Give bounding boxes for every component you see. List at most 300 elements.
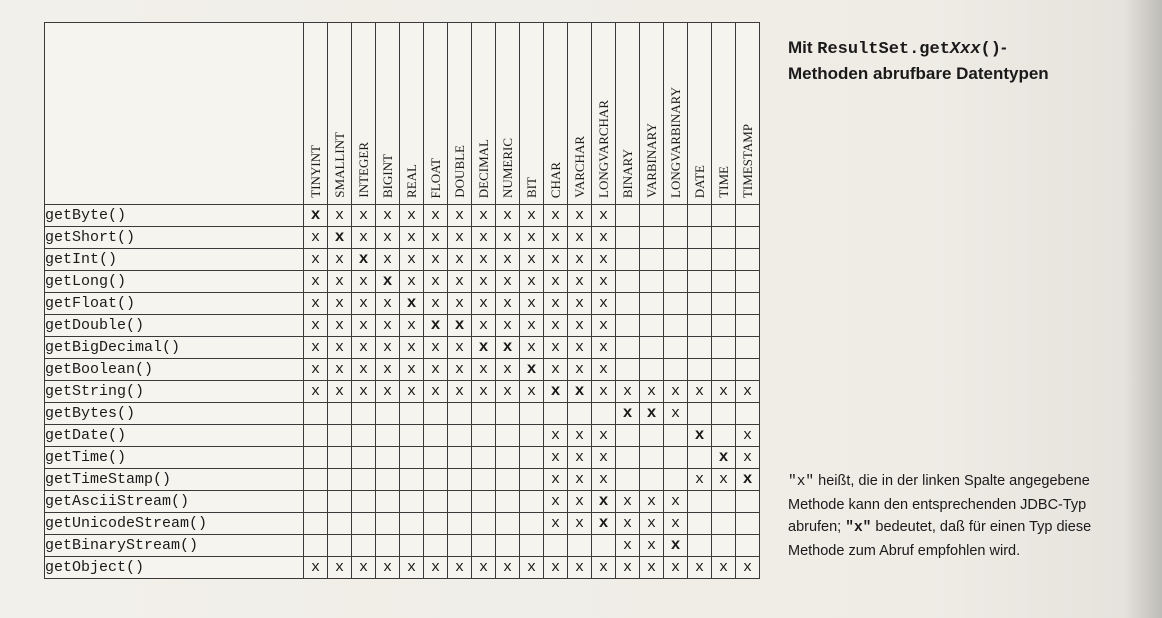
empty-cell — [448, 513, 472, 535]
supported-mark: x — [640, 491, 664, 513]
supported-mark: x — [520, 249, 544, 271]
column-header-float — [424, 23, 448, 205]
column-header-label: BINARY — [619, 148, 635, 198]
empty-cell — [736, 403, 760, 425]
empty-cell — [400, 469, 424, 491]
supported-mark: x — [640, 513, 664, 535]
empty-cell — [688, 249, 712, 271]
supported-mark: x — [568, 249, 592, 271]
table-row — [45, 381, 760, 403]
supported-mark: x — [568, 425, 592, 447]
empty-cell — [376, 491, 400, 513]
supported-mark: x — [664, 513, 688, 535]
supported-mark: x — [568, 227, 592, 249]
supported-mark: x — [448, 381, 472, 403]
empty-cell — [352, 469, 376, 491]
column-header-label: CHAR — [547, 161, 563, 198]
supported-mark: x — [376, 227, 400, 249]
empty-cell — [736, 491, 760, 513]
caption-code-obj: ResultSet — [817, 40, 910, 59]
recommended-mark: x — [352, 249, 376, 271]
empty-cell — [568, 403, 592, 425]
supported-mark: x — [352, 293, 376, 315]
empty-cell — [688, 403, 712, 425]
supported-mark: x — [544, 227, 568, 249]
recommended-mark: x — [328, 227, 352, 249]
supported-mark: x — [616, 557, 640, 579]
recommended-mark: x — [448, 315, 472, 337]
empty-cell — [736, 359, 760, 381]
supported-mark: x — [592, 293, 616, 315]
supported-mark: x — [520, 271, 544, 293]
supported-mark: x — [640, 557, 664, 579]
empty-cell — [496, 403, 520, 425]
supported-mark: x — [592, 447, 616, 469]
supported-mark: x — [592, 205, 616, 227]
supported-mark: x — [352, 381, 376, 403]
caption-title — [788, 36, 1148, 86]
empty-cell — [664, 469, 688, 491]
supported-mark: x — [592, 227, 616, 249]
empty-cell — [376, 535, 400, 557]
empty-cell — [640, 227, 664, 249]
legend-x-symbol: "x" — [788, 474, 815, 490]
supported-mark: x — [352, 315, 376, 337]
empty-cell — [568, 535, 592, 557]
column-header-label: DOUBLE — [451, 145, 467, 198]
supported-mark: x — [544, 205, 568, 227]
empty-cell — [328, 403, 352, 425]
legend-text2: bedeutet, daß für einen Typ diese Methode zum Abruf empfohlen wird. — [788, 519, 1092, 559]
supported-mark: x — [448, 337, 472, 359]
supported-mark: x — [736, 447, 760, 469]
table-row — [45, 293, 760, 315]
empty-cell — [424, 491, 448, 513]
method-name: getShort() — [45, 227, 304, 249]
supported-mark: x — [376, 381, 400, 403]
supported-mark: x — [424, 359, 448, 381]
empty-cell — [640, 271, 664, 293]
empty-cell — [640, 359, 664, 381]
column-header-varchar — [568, 23, 592, 205]
empty-cell — [736, 271, 760, 293]
recommended-mark: x — [568, 381, 592, 403]
supported-mark: x — [568, 491, 592, 513]
supported-mark: x — [352, 359, 376, 381]
supported-mark: x — [544, 469, 568, 491]
matrix-body — [45, 205, 760, 579]
empty-cell — [640, 315, 664, 337]
empty-cell — [712, 425, 736, 447]
method-name: getBytes() — [45, 403, 304, 425]
supported-mark: x — [568, 557, 592, 579]
empty-cell — [736, 227, 760, 249]
legend-note — [788, 470, 1128, 562]
empty-cell — [616, 227, 640, 249]
empty-cell — [688, 513, 712, 535]
empty-cell — [712, 513, 736, 535]
empty-cell — [616, 425, 640, 447]
empty-cell — [664, 447, 688, 469]
empty-cell — [448, 447, 472, 469]
empty-cell — [376, 425, 400, 447]
supported-mark: x — [640, 381, 664, 403]
supported-mark: x — [544, 513, 568, 535]
supported-mark: x — [568, 337, 592, 359]
supported-mark: x — [544, 425, 568, 447]
empty-cell — [616, 315, 640, 337]
supported-mark: x — [400, 381, 424, 403]
empty-cell — [400, 447, 424, 469]
supported-mark: x — [304, 271, 328, 293]
empty-cell — [424, 403, 448, 425]
column-header-label: SMALLINT — [331, 132, 347, 198]
column-header-longvarbinary — [664, 23, 688, 205]
supported-mark: x — [736, 557, 760, 579]
recommended-mark: x — [592, 491, 616, 513]
supported-mark: x — [616, 491, 640, 513]
empty-cell — [616, 205, 640, 227]
empty-cell — [472, 513, 496, 535]
recommended-mark: x — [424, 315, 448, 337]
supported-mark: x — [328, 315, 352, 337]
supported-mark: x — [736, 381, 760, 403]
supported-mark: x — [376, 337, 400, 359]
empty-cell — [472, 403, 496, 425]
empty-cell — [520, 513, 544, 535]
supported-mark: x — [424, 227, 448, 249]
empty-cell — [328, 425, 352, 447]
supported-mark: x — [328, 359, 352, 381]
supported-mark: x — [328, 249, 352, 271]
empty-cell — [496, 447, 520, 469]
empty-cell — [616, 271, 640, 293]
empty-cell — [376, 447, 400, 469]
method-name: getObject() — [45, 557, 304, 579]
supported-mark: x — [520, 205, 544, 227]
supported-mark: x — [400, 271, 424, 293]
empty-cell — [736, 535, 760, 557]
empty-cell — [544, 403, 568, 425]
caption-code-italic: Xxx — [949, 40, 981, 59]
empty-cell — [352, 403, 376, 425]
supported-mark: x — [592, 381, 616, 403]
empty-cell — [496, 535, 520, 557]
supported-mark: x — [568, 315, 592, 337]
column-header-numeric — [496, 23, 520, 205]
empty-cell — [352, 425, 376, 447]
table-row — [45, 227, 760, 249]
empty-cell — [352, 535, 376, 557]
empty-cell — [616, 469, 640, 491]
supported-mark: x — [472, 359, 496, 381]
column-header-label: FLOAT — [427, 157, 443, 198]
method-name: getString() — [45, 381, 304, 403]
method-name: getTimeStamp() — [45, 469, 304, 491]
empty-cell — [496, 513, 520, 535]
supported-mark: x — [616, 513, 640, 535]
method-name: getDouble() — [45, 315, 304, 337]
supported-mark: x — [352, 337, 376, 359]
empty-cell — [688, 271, 712, 293]
empty-cell — [328, 469, 352, 491]
supported-mark: x — [616, 381, 640, 403]
supported-mark: x — [712, 381, 736, 403]
empty-cell — [304, 425, 328, 447]
supported-mark: x — [472, 249, 496, 271]
supported-mark: x — [472, 381, 496, 403]
empty-cell — [712, 271, 736, 293]
column-header-label: DATE — [691, 164, 707, 198]
supported-mark: x — [472, 315, 496, 337]
empty-cell — [664, 425, 688, 447]
column-header-label: INTEGER — [355, 142, 371, 198]
empty-cell — [736, 513, 760, 535]
table-row — [45, 535, 760, 557]
table-row — [45, 425, 760, 447]
table-row — [45, 249, 760, 271]
empty-cell — [712, 491, 736, 513]
empty-cell — [640, 249, 664, 271]
supported-mark: x — [544, 557, 568, 579]
supported-mark: x — [472, 557, 496, 579]
empty-cell — [736, 293, 760, 315]
supported-mark: x — [424, 381, 448, 403]
supported-mark: x — [352, 205, 376, 227]
empty-cell — [520, 447, 544, 469]
supported-mark: x — [592, 271, 616, 293]
empty-cell — [400, 513, 424, 535]
supported-mark: x — [544, 491, 568, 513]
supported-mark: x — [616, 535, 640, 557]
empty-cell — [664, 249, 688, 271]
empty-cell — [640, 447, 664, 469]
empty-cell — [472, 535, 496, 557]
caption-code-suffix: () — [980, 40, 1001, 59]
supported-mark: x — [592, 557, 616, 579]
supported-mark: x — [304, 249, 328, 271]
supported-mark: x — [496, 315, 520, 337]
table-row — [45, 491, 760, 513]
empty-cell — [304, 513, 328, 535]
column-header-bigint — [376, 23, 400, 205]
supported-mark: x — [496, 557, 520, 579]
supported-mark: x — [568, 293, 592, 315]
empty-cell — [736, 205, 760, 227]
table-row — [45, 359, 760, 381]
empty-cell — [496, 469, 520, 491]
empty-cell — [424, 425, 448, 447]
supported-mark: x — [496, 293, 520, 315]
column-header-label: BIT — [523, 177, 539, 198]
empty-cell — [688, 447, 712, 469]
supported-mark: x — [544, 359, 568, 381]
supported-mark: x — [376, 557, 400, 579]
recommended-mark: x — [712, 447, 736, 469]
supported-mark: x — [424, 293, 448, 315]
recommended-mark: x — [496, 337, 520, 359]
empty-cell — [424, 513, 448, 535]
supported-mark: x — [328, 293, 352, 315]
supported-mark: x — [424, 337, 448, 359]
supported-mark: x — [664, 381, 688, 403]
supported-mark: x — [568, 205, 592, 227]
empty-cell — [688, 491, 712, 513]
empty-cell — [520, 469, 544, 491]
empty-cell — [664, 315, 688, 337]
empty-cell — [496, 425, 520, 447]
supported-mark: x — [400, 359, 424, 381]
supported-mark: x — [328, 271, 352, 293]
supported-mark: x — [520, 337, 544, 359]
empty-cell — [376, 513, 400, 535]
empty-cell — [448, 425, 472, 447]
empty-cell — [424, 447, 448, 469]
supported-mark: x — [448, 249, 472, 271]
table-row — [45, 205, 760, 227]
method-name: getAsciiStream() — [45, 491, 304, 513]
empty-cell — [472, 469, 496, 491]
empty-cell — [736, 315, 760, 337]
empty-cell — [304, 535, 328, 557]
empty-cell — [688, 293, 712, 315]
empty-cell — [376, 469, 400, 491]
column-header-smallint — [328, 23, 352, 205]
supported-mark: x — [592, 337, 616, 359]
empty-cell — [400, 403, 424, 425]
recommended-mark: x — [736, 469, 760, 491]
supported-mark: x — [496, 381, 520, 403]
empty-cell — [712, 227, 736, 249]
method-name: getByte() — [45, 205, 304, 227]
supported-mark: x — [640, 535, 664, 557]
empty-cell — [328, 491, 352, 513]
supported-mark: x — [592, 359, 616, 381]
method-name: getTime() — [45, 447, 304, 469]
table-row — [45, 557, 760, 579]
recommended-mark: x — [520, 359, 544, 381]
recommended-mark: x — [616, 403, 640, 425]
supported-mark: x — [496, 249, 520, 271]
empty-cell — [544, 535, 568, 557]
supported-mark: x — [544, 337, 568, 359]
supported-mark: x — [496, 271, 520, 293]
column-header-char — [544, 23, 568, 205]
empty-cell — [352, 447, 376, 469]
supported-mark: x — [304, 381, 328, 403]
recommended-mark: x — [400, 293, 424, 315]
recommended-mark: x — [472, 337, 496, 359]
supported-mark: x — [400, 315, 424, 337]
supported-mark: x — [376, 205, 400, 227]
column-header-integer — [352, 23, 376, 205]
column-header-label: VARBINARY — [643, 123, 659, 198]
empty-cell — [592, 535, 616, 557]
empty-cell — [712, 359, 736, 381]
empty-cell — [400, 491, 424, 513]
supported-mark: x — [568, 469, 592, 491]
supported-mark: x — [664, 491, 688, 513]
supported-mark: x — [496, 227, 520, 249]
supported-mark: x — [352, 271, 376, 293]
legend-X-symbol: "x" — [845, 520, 872, 536]
empty-cell — [424, 469, 448, 491]
empty-cell — [712, 535, 736, 557]
supported-mark: x — [688, 557, 712, 579]
supported-mark: x — [592, 249, 616, 271]
column-header-varbinary — [640, 23, 664, 205]
supported-mark: x — [304, 337, 328, 359]
empty-cell — [520, 425, 544, 447]
recommended-mark: x — [592, 513, 616, 535]
supported-mark: x — [352, 557, 376, 579]
table-row — [45, 337, 760, 359]
table-row — [45, 271, 760, 293]
empty-cell — [424, 535, 448, 557]
recommended-mark: x — [376, 271, 400, 293]
empty-cell — [352, 491, 376, 513]
supported-mark: x — [400, 249, 424, 271]
supported-mark: x — [520, 293, 544, 315]
empty-cell — [688, 227, 712, 249]
recommended-mark: x — [544, 381, 568, 403]
column-header-timestamp — [736, 23, 760, 205]
supported-mark: x — [568, 271, 592, 293]
column-header-label: BIGINT — [379, 153, 395, 198]
supported-mark: x — [544, 293, 568, 315]
supported-mark: x — [472, 227, 496, 249]
recommended-mark: x — [664, 535, 688, 557]
supported-mark: x — [520, 381, 544, 403]
empty-cell — [688, 535, 712, 557]
empty-cell — [664, 227, 688, 249]
column-header-label: TINYINT — [307, 145, 323, 198]
empty-cell — [520, 491, 544, 513]
column-header-label: VARCHAR — [571, 136, 587, 198]
empty-cell — [520, 535, 544, 557]
empty-cell — [664, 359, 688, 381]
supported-mark: x — [712, 469, 736, 491]
empty-cell — [472, 447, 496, 469]
supported-mark: x — [592, 315, 616, 337]
method-name: getBigDecimal() — [45, 337, 304, 359]
empty-cell — [304, 447, 328, 469]
corner-cell — [45, 23, 304, 205]
supported-mark: x — [448, 205, 472, 227]
empty-cell — [616, 447, 640, 469]
supported-mark: x — [448, 227, 472, 249]
empty-cell — [448, 403, 472, 425]
legend-text1: heißt, die in der linken Spalte angegebene Methode kann den entsprechenden JDBC-Typ abrufen; — [788, 473, 1090, 535]
empty-cell — [376, 403, 400, 425]
method-name: getLong() — [45, 271, 304, 293]
supported-mark: x — [544, 315, 568, 337]
empty-cell — [472, 425, 496, 447]
method-name: getInt() — [45, 249, 304, 271]
table-row — [45, 403, 760, 425]
supported-mark: x — [424, 557, 448, 579]
supported-mark: x — [544, 447, 568, 469]
supported-mark: x — [472, 271, 496, 293]
supported-mark: x — [544, 271, 568, 293]
column-header-real — [400, 23, 424, 205]
caption-code — [817, 40, 1001, 59]
empty-cell — [688, 205, 712, 227]
caption-prefix: Mit — [788, 38, 818, 57]
column-header-tinyint — [304, 23, 328, 205]
empty-cell — [400, 535, 424, 557]
supported-mark: x — [304, 227, 328, 249]
